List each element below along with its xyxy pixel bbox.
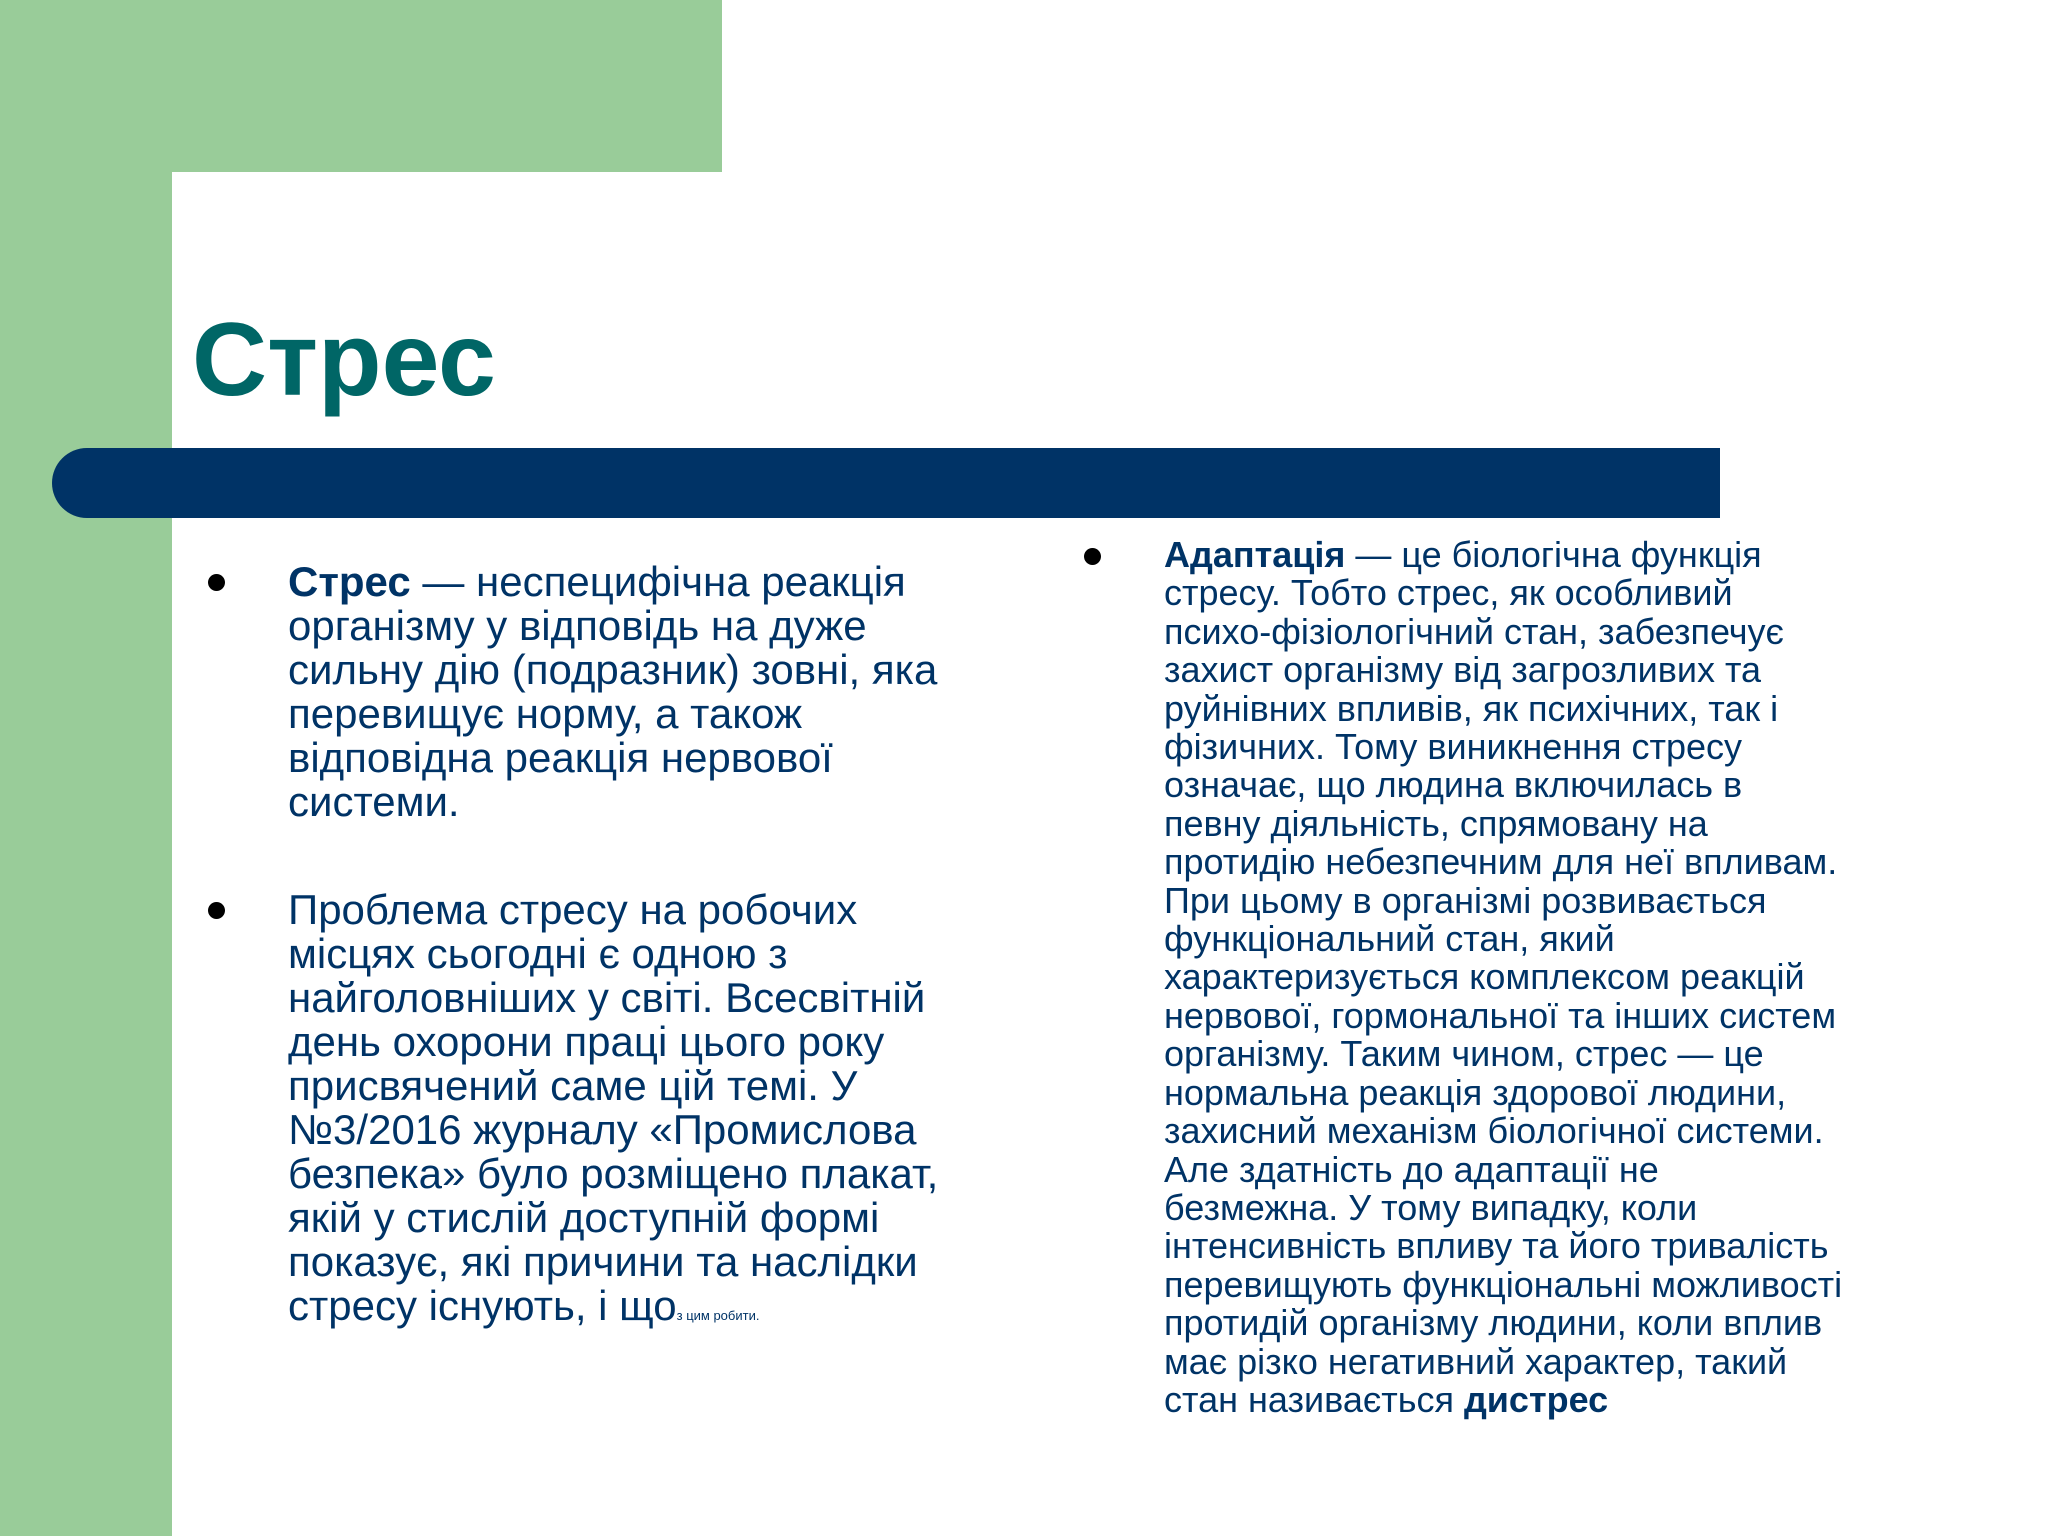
term-stress: Стрес	[288, 558, 411, 605]
text-line: нервової, гормональної та інших систем	[1164, 994, 1837, 1036]
text-line: захисний механізм біологічної системи.	[1164, 1110, 1824, 1152]
bullet-text	[288, 888, 1028, 1328]
green-decor-left	[0, 0, 172, 1536]
bullet-text	[1164, 536, 1984, 1419]
text-line: показує, які причини та наслідки	[288, 1238, 918, 1285]
text-line: присвячений саме цій темі. У	[288, 1062, 858, 1109]
text-line: руйнівних впливів, як психічних, так і	[1164, 687, 1779, 729]
text-line: означає, що людина включилась в	[1164, 764, 1743, 806]
title-divider-bar	[52, 448, 1720, 518]
text-line: характеризується комплексом реакцій	[1164, 956, 1805, 998]
text-line: сильну дію (подразник) зовні, яка	[288, 646, 938, 693]
text-line: перевищують функціональні можливості	[1164, 1263, 1843, 1305]
text-line: Проблема стресу на робочих	[288, 886, 858, 933]
bullet-workplace-stress	[208, 888, 1028, 1328]
right-column	[1084, 536, 1984, 1419]
bullet-dot-icon	[208, 902, 225, 919]
text-line: організму. Таким чином, стрес — це	[1164, 1033, 1764, 1075]
text-line: фізичних. Тому виникнення стресу	[1164, 726, 1743, 768]
bullet-dot-icon	[208, 574, 225, 591]
text-line: безмежна. У тому випадку, коли	[1164, 1186, 1698, 1228]
text-fragment: — неспецифічна реакція	[410, 558, 906, 605]
text-line: має різко негативний характер, такий	[1164, 1340, 1788, 1382]
text-line: функціональний стан, який	[1164, 918, 1615, 960]
text-fragment: стресу існують, і що	[288, 1282, 677, 1329]
bullet-stress-definition	[208, 560, 1028, 824]
text-line: певну діяльність, спрямовану на	[1164, 802, 1708, 844]
text-line: якій у стислій доступній формі	[288, 1194, 880, 1241]
text-line: Але здатність до адаптації не	[1164, 1148, 1659, 1190]
bullet-text	[288, 560, 1028, 824]
text-line: відповідна реакція нервової	[288, 734, 833, 781]
text-line: перевищує норму, а також	[288, 690, 803, 737]
bullet-adaptation	[1084, 536, 1984, 1419]
bullet-dot-icon	[1084, 548, 1101, 565]
text-line: захист організму від загрозливих та	[1164, 649, 1762, 691]
left-column	[208, 560, 1028, 1328]
term-adaptation: Адаптація	[1164, 534, 1346, 575]
text-line: При цьому в організмі розвивається	[1164, 879, 1767, 921]
text-line: день охорони праці цього року	[288, 1018, 885, 1065]
text-line: стресу. Тобто стрес, як особливий	[1164, 572, 1733, 614]
text-line: системи.	[288, 778, 460, 825]
term-distress: дистрес	[1463, 1378, 1609, 1420]
text-fragment: — це біологічна функція	[1345, 534, 1762, 575]
text-line: №3/2016 журналу «Промислова	[288, 1106, 917, 1153]
text-line: інтенсивність впливу та його тривалість	[1164, 1225, 1829, 1267]
slide-title: Стрес	[192, 302, 496, 418]
text-line: протидій організму людини, коли вплив	[1164, 1302, 1823, 1344]
text-line: безпека» було розміщено плакат,	[288, 1150, 939, 1197]
text-line: нормальна реакція здорової людини,	[1164, 1071, 1787, 1113]
text-line	[1164, 536, 1984, 574]
text-line: найголовніших у світі. Всесвітній	[288, 974, 926, 1021]
text-line: психо-фізіологічний стан, забезпечує	[1164, 610, 1784, 652]
text-fragment: стан називається	[1164, 1378, 1464, 1420]
text-line: протидію небезпечним для неї впливам.	[1164, 841, 1838, 883]
text-line: організму у відповідь на дуже	[288, 602, 867, 649]
small-text-fragment: з цим робити.	[676, 1308, 760, 1323]
text-line	[288, 560, 1028, 604]
text-line	[288, 1284, 1028, 1328]
text-line	[1164, 1378, 1984, 1420]
text-line: місцях сьогодні є одною з	[288, 930, 788, 977]
